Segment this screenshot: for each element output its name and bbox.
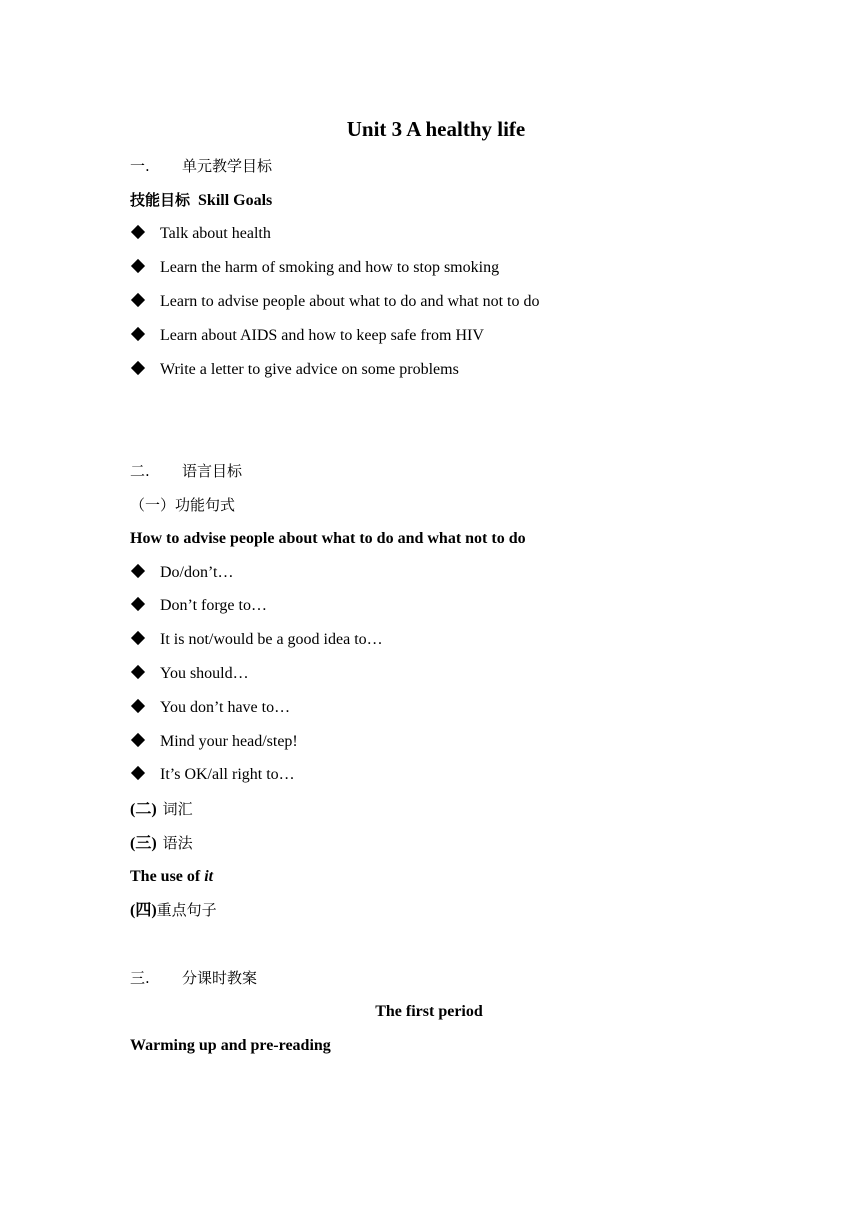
skill-goal-item: Learn to advise people about what to do and what not to do [130, 292, 539, 312]
skill-goals-cn: 技能目标 [130, 191, 191, 209]
functional-sentences-heading: （一）功能句式 [130, 496, 236, 514]
sentence-pattern-item: You should… [130, 664, 249, 684]
sentence-pattern-item: You don’t have to… [130, 698, 290, 718]
diamond-bullet-icon [131, 293, 145, 307]
grammar-heading: (三) 语法 [130, 834, 193, 852]
section-2-number: 二. [130, 462, 150, 480]
skill-goal-item: Talk about health [130, 224, 271, 244]
diamond-bullet-icon [131, 665, 145, 679]
sentence-pattern-item: Do/don’t… [130, 563, 233, 583]
section-1-title: 单元教学目标 [182, 157, 273, 175]
period-title: The first period [375, 1003, 483, 1020]
part-heading: Warming up and pre-reading [130, 1037, 331, 1054]
diamond-bullet-icon [131, 631, 145, 645]
diamond-bullet-icon [131, 699, 145, 713]
diamond-bullet-icon [131, 733, 145, 747]
diamond-bullet-icon [131, 597, 145, 611]
document-title: Unit 3 A healthy life [346, 117, 526, 141]
advice-heading: How to advise people about what to do and what not to do [130, 530, 526, 547]
skill-goal-item: Write a letter to give advice on some problems [130, 360, 459, 380]
sentence-pattern-item: Don’t forge to… [130, 596, 267, 616]
section-1-heading [130, 156, 272, 177]
section-2-title: 语言目标 [182, 462, 243, 480]
sentence-pattern-item: It is not/would be a good idea to… [130, 630, 383, 650]
diamond-bullet-icon [131, 327, 145, 341]
section-2-heading [130, 461, 242, 482]
grammar-topic: The use of it [130, 868, 214, 885]
skill-goal-item: Learn about AIDS and how to keep safe from HIV [130, 326, 484, 346]
diamond-bullet-icon [131, 766, 145, 780]
sentence-pattern-item: It’s OK/all right to… [130, 765, 295, 785]
sentence-pattern-item: Mind your head/step! [130, 732, 298, 752]
section-3-number: 三. [130, 969, 150, 987]
diamond-bullet-icon [131, 259, 145, 273]
diamond-bullet-icon [131, 361, 145, 375]
diamond-bullet-icon [131, 564, 145, 578]
vocabulary-heading: (二) 词汇 [130, 800, 193, 818]
skill-goals-en: Skill Goals [198, 192, 273, 209]
section-3-title: 分课时教案 [182, 969, 258, 987]
skill-goals-heading [130, 190, 272, 211]
diamond-bullet-icon [131, 225, 145, 239]
key-sentences-heading: (四)重点句子 [130, 901, 217, 919]
section-3-heading [130, 968, 257, 989]
skill-goal-item: Learn the harm of smoking and how to stop smoking [130, 258, 499, 278]
section-1-number: 一. [130, 157, 150, 175]
